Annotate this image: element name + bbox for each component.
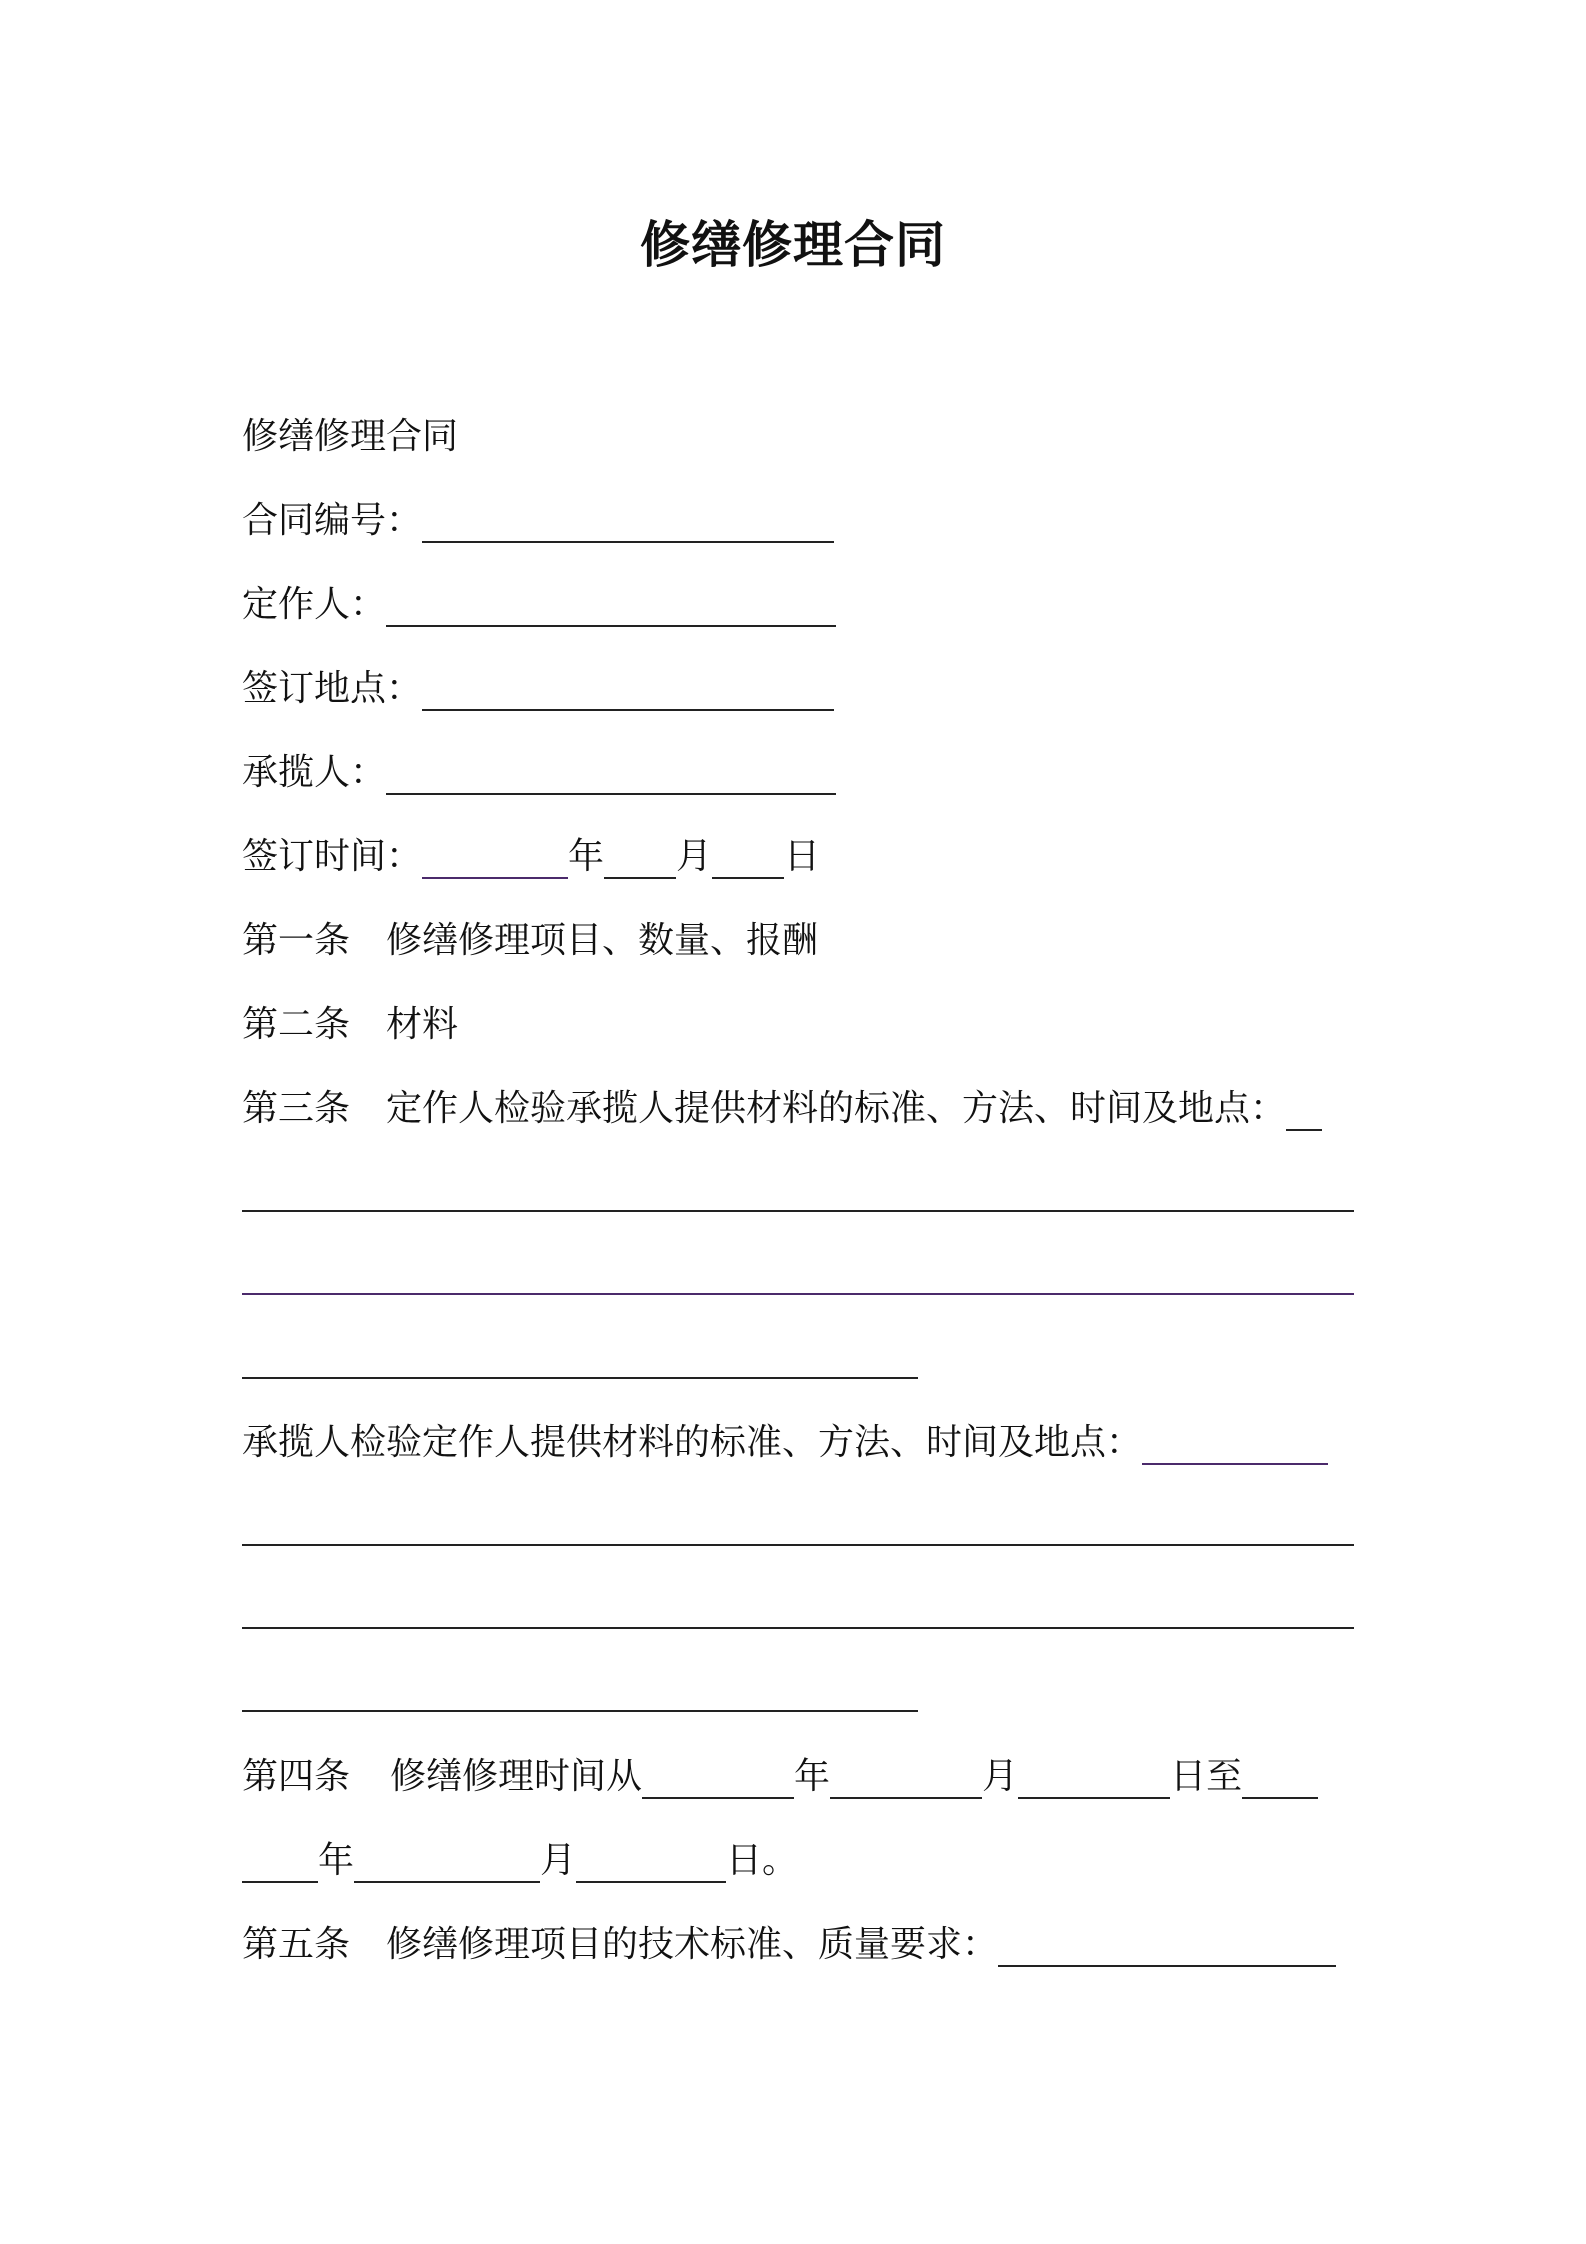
contract-no-row — [242, 496, 834, 546]
contractor-blank[interactable] — [386, 753, 836, 795]
article-3-sub-blank-line-1[interactable] — [242, 1544, 1354, 1546]
article-4 — [242, 1752, 1318, 1802]
orderer-row — [242, 580, 836, 630]
article-4-day-end-label: 日。 — [726, 1840, 799, 1881]
subtitle-text: 修缮修理合同 — [242, 416, 459, 457]
article-4-month2-blank[interactable] — [354, 1841, 540, 1883]
sign-place-row — [242, 664, 834, 714]
contractor-label: 承揽人： — [242, 752, 387, 793]
article-5-number: 第五条 — [242, 1924, 351, 1965]
article-4-year2-label: 年 — [318, 1840, 355, 1881]
sign-year-blank[interactable] — [422, 837, 568, 879]
article-4-cont — [242, 1836, 798, 1886]
article-1-number: 第一条 — [242, 920, 351, 961]
article-3-sub-blank-line-3[interactable] — [242, 1710, 918, 1712]
article-4-year2-blank-start[interactable] — [1242, 1757, 1318, 1799]
article-3-blank-line-3[interactable] — [242, 1377, 918, 1379]
article-1 — [242, 916, 818, 966]
article-1-text: 修缮修理项目、数量、报酬 — [386, 920, 819, 961]
sign-place-label: 签订地点： — [242, 668, 423, 709]
article-4-month2-label: 月 — [540, 1840, 577, 1881]
orderer-blank[interactable] — [386, 585, 836, 627]
sign-month-blank[interactable] — [604, 837, 676, 879]
contractor-row — [242, 748, 836, 798]
sign-time-row — [242, 832, 820, 882]
article-2-text: 材料 — [386, 1004, 459, 1045]
contract-no-blank[interactable] — [422, 501, 834, 543]
sign-year-label: 年 — [568, 836, 605, 877]
sign-place-blank[interactable] — [422, 669, 834, 711]
article-3-blank-line-1[interactable] — [242, 1210, 1354, 1212]
article-5-blank[interactable] — [998, 1925, 1336, 1967]
article-4-year-label: 年 — [794, 1756, 831, 1797]
article-3-number: 第三条 — [242, 1088, 351, 1129]
document-title: 修缮修理合同 — [640, 216, 946, 274]
article-4-day-to-label: 日至 — [1170, 1756, 1243, 1797]
sign-day-blank[interactable] — [712, 837, 784, 879]
article-2 — [242, 1000, 458, 1050]
article-4-number: 第四条 — [242, 1756, 351, 1797]
article-5-text: 修缮修理项目的技术标准、质量要求： — [386, 1924, 999, 1965]
orderer-label: 定作人： — [242, 584, 387, 625]
article-4-day2-blank[interactable] — [576, 1841, 726, 1883]
article-3-blank-line-2[interactable] — [242, 1293, 1354, 1295]
article-5 — [242, 1920, 1336, 1970]
contract-no-label: 合同编号： — [242, 500, 423, 541]
sign-day-label: 日 — [784, 836, 821, 877]
article-3-sub-text: 承揽人检验定作人提供材料的标准、方法、时间及地点： — [242, 1422, 1143, 1463]
article-4-month-blank[interactable] — [830, 1757, 982, 1799]
article-4-day-blank[interactable] — [1018, 1757, 1170, 1799]
sign-month-label: 月 — [676, 836, 713, 877]
article-4-month-label: 月 — [982, 1756, 1019, 1797]
article-3-text: 定作人检验承揽人提供材料的标准、方法、时间及地点： — [386, 1088, 1287, 1129]
article-4-year-blank[interactable] — [642, 1757, 794, 1799]
article-3-sub-blank-line-2[interactable] — [242, 1627, 1354, 1629]
article-4-year2-blank-end[interactable] — [242, 1841, 318, 1883]
article-3-sub — [242, 1418, 1328, 1468]
sign-time-label: 签订时间： — [242, 836, 423, 877]
article-4-text: 修缮修理时间从 — [390, 1756, 643, 1797]
document-subtitle — [242, 412, 458, 462]
article-2-number: 第二条 — [242, 1004, 351, 1045]
article-3-blank-start[interactable] — [1286, 1089, 1322, 1131]
article-3-sub-blank-start[interactable] — [1142, 1423, 1328, 1465]
article-3 — [242, 1084, 1322, 1134]
